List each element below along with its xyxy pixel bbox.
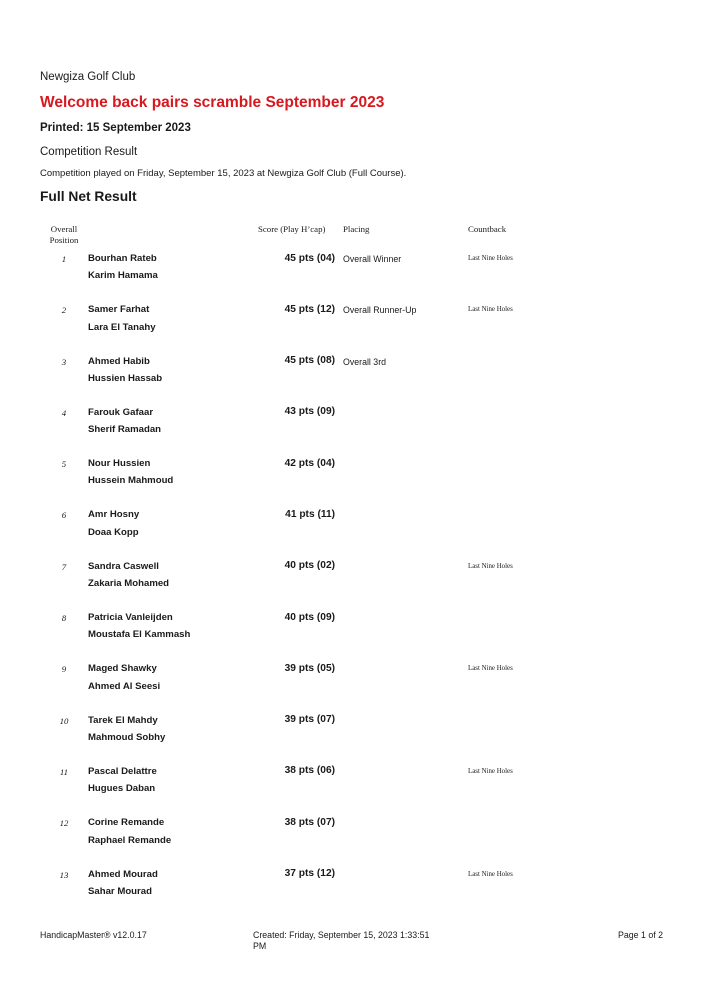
countback: [458, 455, 667, 460]
competition-title: Welcome back pairs scramble September 2023: [40, 94, 385, 111]
player2-name: Hussein Mahmoud: [88, 475, 174, 487]
countback: Last Nine Holes: [468, 306, 513, 314]
countback: [458, 609, 667, 614]
score-play-hcap: 42 pts (04): [284, 457, 335, 469]
result-row: [40, 250, 667, 301]
player1-name: Sandra Caswell: [88, 560, 159, 572]
placing: [335, 506, 458, 510]
player1-name: Pascal Delattre: [88, 765, 157, 777]
player-names: [88, 814, 258, 849]
score-play-hcap: 45 pts (04): [284, 252, 335, 264]
overall-position: 2: [61, 305, 67, 316]
player1-name: Ahmed Habib: [88, 355, 150, 367]
overall-position: 11: [59, 766, 69, 777]
result-row: [40, 404, 667, 455]
player2-name: Hugues Daban: [88, 783, 156, 795]
placing: Overall Runner-Up: [343, 305, 417, 316]
player-names: [88, 404, 258, 439]
player-names: [88, 660, 258, 695]
score-play-hcap: 39 pts (05): [284, 662, 335, 674]
column-header-placing: Placing: [343, 224, 370, 234]
countback: [458, 404, 667, 409]
footer-page-number: Page 1 of 2: [618, 930, 663, 940]
overall-position: 9: [61, 664, 67, 675]
player1-name: Tarek El Mahdy: [88, 714, 158, 726]
placing: [335, 866, 458, 870]
placing: [335, 455, 458, 459]
player2-name: Raphael Remande: [88, 834, 172, 846]
player-names: [88, 558, 258, 593]
player2-name: Hussien Hassab: [88, 372, 163, 384]
countback: Last Nine Holes: [468, 870, 513, 878]
player1-name: Maged Shawky: [88, 663, 157, 675]
score-play-hcap: 40 pts (02): [284, 560, 335, 572]
result-row: [40, 866, 667, 917]
player-names: [88, 609, 258, 644]
score-play-hcap: 38 pts (07): [284, 816, 335, 828]
overall-position: 13: [59, 869, 69, 880]
result-row: [40, 558, 667, 609]
player-names: [88, 712, 258, 747]
overall-position: 4: [61, 407, 67, 418]
player2-name: Lara El Tanahy: [88, 321, 156, 333]
countback: [458, 353, 667, 358]
player1-name: Patricia Vanleijden: [88, 612, 173, 624]
placing: [335, 404, 458, 408]
countback: Last Nine Holes: [468, 665, 513, 673]
footer-created-timestamp: [253, 930, 473, 952]
player1-name: Corine Remande: [88, 817, 165, 829]
player1-name: Bourhan Rateb: [88, 253, 157, 264]
club-name: Newgiza Golf Club: [40, 71, 136, 83]
result-row: [40, 455, 667, 506]
player2-name: Moustafa El Kammash: [88, 629, 191, 641]
player2-name: Ahmed Al Seesi: [88, 680, 161, 692]
score-play-hcap: 43 pts (09): [284, 406, 335, 418]
section-title: Full Net Result: [40, 189, 137, 204]
column-header-position-line2: Position: [49, 235, 79, 245]
results-table: [40, 224, 667, 917]
column-header-score: Score (Play H’cap): [258, 224, 326, 234]
player1-name: Samer Farhat: [88, 304, 150, 316]
player1-name: Farouk Gafaar: [88, 406, 154, 418]
player2-name: Zakaria Mohamed: [88, 578, 170, 590]
placing: Overall Winner: [343, 254, 402, 264]
placing: [335, 660, 458, 664]
countback: Last Nine Holes: [468, 562, 513, 570]
overall-position: 12: [59, 818, 69, 829]
countback: [458, 712, 667, 717]
placing: [335, 712, 458, 716]
player2-name: Sherif Ramadan: [88, 424, 162, 436]
player2-name: Doaa Kopp: [88, 526, 139, 538]
column-header-names-spacer: [88, 224, 258, 246]
placing: [335, 558, 458, 562]
score-play-hcap: 41 pts (11): [285, 508, 335, 520]
footer-software-version: HandicapMaster® v12.0.17: [40, 930, 147, 940]
result-row: [40, 660, 667, 711]
player1-name: Nour Hussien: [88, 458, 151, 470]
overall-position: 8: [61, 613, 67, 624]
score-play-hcap: 45 pts (12): [284, 303, 335, 315]
report-type: Competition Result: [40, 146, 138, 158]
player2-name: Mahmoud Sobhy: [88, 731, 166, 743]
overall-position: 5: [61, 459, 67, 470]
result-row: [40, 814, 667, 865]
overall-position: 1: [61, 254, 67, 264]
player-names: [88, 455, 258, 490]
score-play-hcap: 45 pts (08): [284, 355, 335, 367]
score-play-hcap: 37 pts (12): [284, 868, 335, 880]
countback: Last Nine Holes: [468, 767, 513, 775]
player1-name: Amr Hosny: [88, 509, 140, 521]
result-row: [40, 301, 667, 352]
player-names: [88, 250, 258, 285]
placing: [335, 814, 458, 818]
player2-name: Karim Hamama: [88, 270, 158, 282]
printed-date: Printed: 15 September 2023: [40, 122, 191, 134]
result-row: [40, 763, 667, 814]
result-row: [40, 506, 667, 557]
score-play-hcap: 39 pts (07): [284, 714, 335, 726]
overall-position: 3: [61, 356, 67, 367]
player2-name: Sahar Mourad: [88, 885, 152, 897]
column-header-position: [40, 224, 88, 246]
countback: [458, 506, 667, 511]
player-names: [88, 301, 258, 336]
footer-created-line1: Created: Friday, September 15, 2023 1:33:51: [253, 930, 430, 940]
overall-position: 6: [61, 510, 67, 521]
countback: [458, 814, 667, 819]
column-header-position-line1: Overall: [50, 224, 78, 234]
placing: [335, 609, 458, 613]
results-table-header: [40, 224, 667, 246]
result-row: [40, 609, 667, 660]
placing: Overall 3rd: [343, 356, 387, 367]
player1-name: Ahmed Mourad: [88, 868, 158, 880]
player-names: [88, 506, 258, 541]
player-names: [88, 353, 258, 388]
overall-position: 10: [59, 715, 69, 726]
results-rows: [40, 250, 667, 917]
score-play-hcap: 40 pts (09): [284, 611, 335, 623]
result-row: [40, 353, 667, 404]
overall-position: 7: [61, 561, 67, 572]
player-names: [88, 866, 258, 901]
player-names: [88, 763, 258, 798]
score-play-hcap: 38 pts (06): [284, 765, 335, 777]
placing: [335, 763, 458, 767]
footer-created-line2: PM: [253, 941, 267, 951]
result-row: [40, 712, 667, 763]
column-header-countback: Countback: [468, 224, 507, 234]
competition-details: Competition played on Friday, September 15, 2023 at Newgiza Golf Club (Full Course).: [40, 168, 407, 179]
countback: Last Nine Holes: [468, 255, 513, 262]
